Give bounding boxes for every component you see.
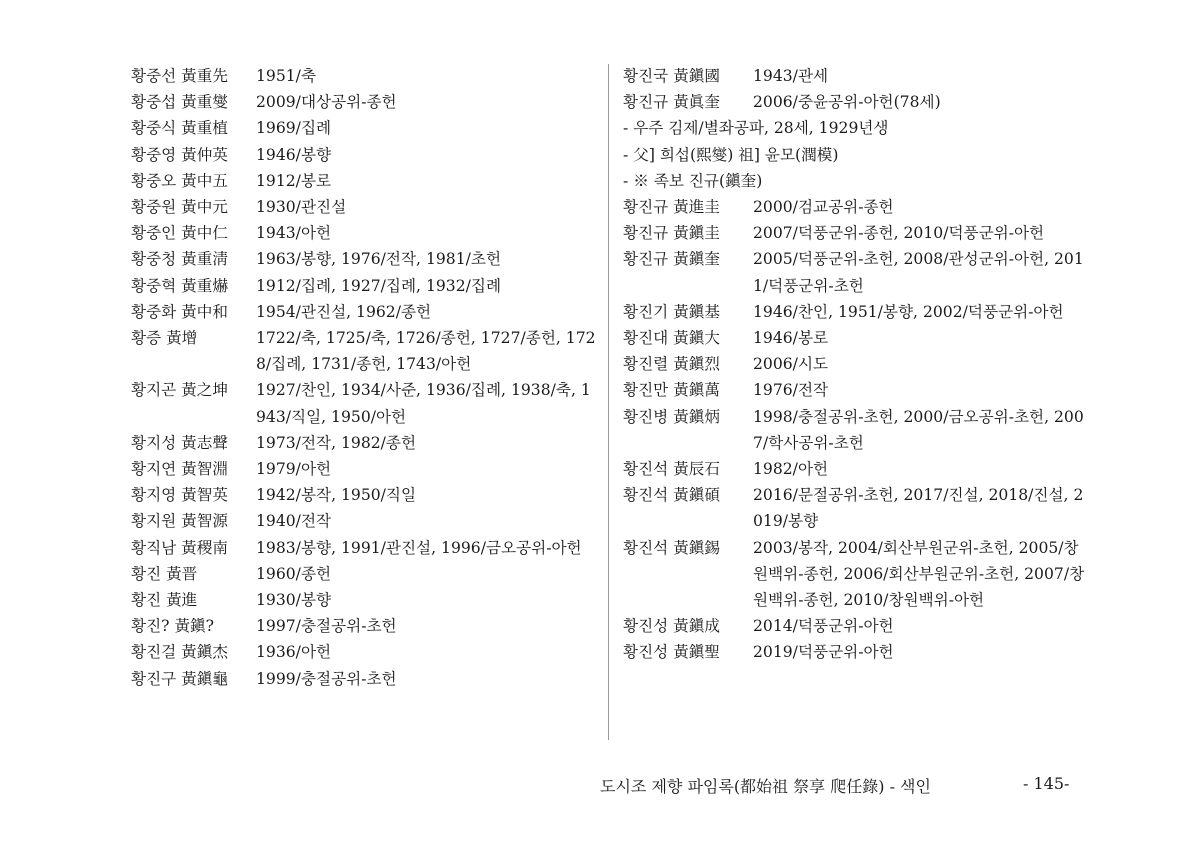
page-number: - 145- — [1023, 774, 1070, 793]
index-entry — [623, 613, 1091, 639]
entry-note: - 父] 희섭(熙燮) 祖] 윤모(潤模) — [623, 145, 839, 164]
index-entry — [623, 220, 1091, 246]
index-entry — [623, 351, 1091, 377]
entry-name: 황직남 黃稷南 — [131, 538, 228, 557]
index-entry — [131, 142, 597, 168]
entry-detail: 1969/집례 — [256, 119, 332, 138]
index-entry — [131, 89, 597, 115]
entry-detail: 1912/집례, 1927/집례, 1932/집례 — [256, 276, 502, 295]
entry-name: 황중섭 黃重燮 — [131, 93, 228, 112]
entry-name: 황중화 黃中和 — [131, 302, 228, 321]
entry-name: 황지연 黃智淵 — [131, 460, 228, 479]
entry-note: - 우주 김제/별좌공파, 28세, 1929년생 — [623, 119, 889, 138]
index-entry — [623, 404, 1091, 456]
entry-detail: 1983/봉향, 1991/관진설, 1996/금오공위-아헌 — [256, 538, 582, 557]
entry-name: 황진국 黃鎭國 — [623, 67, 720, 85]
index-entry — [131, 299, 597, 325]
entry-name: 황지원 黃智源 — [131, 512, 228, 531]
entry-name: 황진 黃晋 — [131, 564, 198, 583]
entry-detail: 1951/축 — [256, 67, 317, 85]
entry-name: 황진석 黃鎭錫 — [623, 538, 720, 557]
index-entry — [131, 325, 597, 377]
entry-detail: 2014/덕풍군위-아헌 — [753, 617, 894, 636]
index-entry — [131, 561, 597, 587]
entry-detail: 1930/봉향 — [256, 591, 332, 610]
entry-detail: 1943/아헌 — [256, 224, 332, 243]
entry-detail: 1943/관세 — [753, 67, 829, 85]
entry-name: 황진렬 黃鎭烈 — [623, 355, 720, 374]
index-entry — [131, 273, 597, 299]
entry-name: 황진규 黃進圭 — [623, 198, 720, 217]
entry-name: 황진만 黃鎭萬 — [623, 381, 720, 400]
index-entry — [623, 482, 1091, 534]
entry-detail: 1912/봉로 — [256, 171, 332, 190]
index-entry — [131, 115, 597, 141]
entry-name: 황진구 黃鎭龜 — [131, 669, 228, 688]
index-entry — [623, 194, 1091, 220]
entry-detail: 2003/봉작, 2004/회산부원군위-초헌, 2005/창원백위-종헌, 2006/회산부원군위-초헌, 2007/창원백위-종헌, 2010/창원백위-아헌 — [753, 538, 1085, 610]
entry-detail: 1973/전작, 1982/종헌 — [256, 433, 417, 452]
index-entry — [623, 299, 1091, 325]
index-entry — [131, 639, 597, 665]
entry-name: 황진기 黃鎭基 — [623, 302, 720, 321]
entry-detail: 2005/덕풍군위-초헌, 2008/관성군위-아헌, 2011/덕풍군위-초헌 — [753, 250, 1084, 295]
entry-name: 황중혁 黃重爀 — [131, 276, 228, 295]
index-entry — [131, 194, 597, 220]
index-entry — [623, 535, 1091, 614]
entry-detail: 2006/중윤공위-아헌(78세) — [753, 93, 941, 112]
index-entry — [131, 456, 597, 482]
entry-name: 황진규 黃鎭圭 — [623, 224, 720, 243]
index-entry — [131, 63, 597, 89]
entry-detail: 1936/아헌 — [256, 643, 332, 662]
right-column — [623, 63, 1091, 666]
entry-detail: 1946/봉향 — [256, 145, 332, 164]
entry-name: 황지영 黃智英 — [131, 486, 228, 505]
index-entry — [131, 430, 597, 456]
entry-detail: 1930/관진설 — [256, 198, 347, 217]
entry-name: 황진성 黃鎭成 — [623, 617, 720, 636]
entry-name: 황중식 黃重植 — [131, 119, 228, 138]
index-entry — [131, 220, 597, 246]
index-entry — [623, 456, 1091, 482]
entry-name: 황진대 黃鎭大 — [623, 329, 720, 348]
entry-name: 황중영 黃仲英 — [131, 145, 228, 164]
entry-detail: 2016/문절공위-초헌, 2017/진설, 2018/진설, 2019/봉향 — [753, 486, 1084, 531]
index-entry — [131, 666, 597, 692]
entry-name: 황진 黃進 — [131, 591, 198, 610]
entry-detail: 1946/찬인, 1951/봉향, 2002/덕풍군위-아헌 — [753, 302, 1064, 321]
index-entry — [131, 535, 597, 561]
entry-detail: 1998/충절공위-초헌, 2000/금오공위-초헌, 2007/학사공위-초헌 — [753, 407, 1084, 452]
entry-detail: 1963/봉향, 1976/전작, 1981/초헌 — [256, 250, 502, 269]
entry-detail: 1954/관진설, 1962/종헌 — [256, 302, 432, 321]
entry-detail: 1927/찬인, 1934/사준, 1936/집례, 1938/축, 1943/직일, 1950/아헌 — [256, 381, 591, 426]
index-entry — [623, 63, 1091, 89]
index-entry — [131, 508, 597, 534]
entry-name: 황중선 黃重先 — [131, 67, 228, 85]
entry-note: - ※ 족보 진규(鎭奎) — [623, 171, 763, 190]
entry-detail: 2006/시도 — [753, 355, 829, 374]
entry-name: 황진석 黃鎭碩 — [623, 486, 720, 505]
index-entry — [623, 377, 1091, 403]
entry-detail: 2000/검교공위-종헌 — [753, 198, 894, 217]
entry-detail: 1960/종헌 — [256, 564, 332, 583]
entry-detail: 2019/덕풍군위-아헌 — [753, 643, 894, 662]
index-entry — [623, 325, 1091, 351]
index-entry — [623, 639, 1091, 665]
entry-detail: 1997/충절공위-초헌 — [256, 617, 397, 636]
entry-name: 황진병 黃鎭炳 — [623, 407, 720, 426]
index-entry — [623, 89, 1091, 115]
entry-name: 황진? 黃鎭? — [131, 617, 214, 636]
entry-detail: 1946/봉로 — [753, 329, 829, 348]
entry-name: 황중청 黃重淸 — [131, 250, 228, 269]
entry-name: 황진규 黃眞奎 — [623, 93, 720, 112]
entry-name: 황중인 黃中仁 — [131, 224, 228, 243]
entry-detail: 2009/대상공위-종헌 — [256, 93, 397, 112]
column-divider — [608, 64, 609, 740]
entry-detail: 1942/봉작, 1950/직일 — [256, 486, 417, 505]
index-entry — [131, 587, 597, 613]
entry-name: 황증 黃增 — [131, 329, 198, 348]
entry-detail: 2007/덕풍군위-종헌, 2010/덕풍군위-아헌 — [753, 224, 1045, 243]
entry-name: 황진성 黃鎭聖 — [623, 643, 720, 662]
entry-name: 황진석 黃辰石 — [623, 460, 720, 479]
entry-name: 황지성 黃志聲 — [131, 433, 228, 452]
entry-detail: 1979/아헌 — [256, 460, 332, 479]
entry-detail: 1940/전작 — [256, 512, 332, 531]
index-entry — [131, 168, 597, 194]
entry-name: 황진걸 黃鎭杰 — [131, 643, 228, 662]
index-entry — [131, 613, 597, 639]
index-entry — [131, 482, 597, 508]
index-entry — [131, 377, 597, 429]
entry-name: 황지곤 黃之坤 — [131, 381, 228, 400]
entry-detail: 1722/축, 1725/축, 1726/종헌, 1727/종헌, 1728/집례, 1731/종헌, 1743/아헌 — [256, 329, 596, 374]
entry-name: 황중원 黃中元 — [131, 198, 228, 217]
entry-detail: 1999/충절공위-초헌 — [256, 669, 397, 688]
page-footer — [0, 774, 1200, 800]
index-entry — [131, 246, 597, 272]
footer-title: 도시조 제향 파임록(都始祖 祭享 爬任錄) - 색인 — [600, 777, 931, 796]
entry-name: 황진규 黃鎭奎 — [623, 250, 720, 269]
entry-detail: 1982/아헌 — [753, 460, 829, 479]
entry-detail: 1976/전작 — [753, 381, 829, 400]
entry-name: 황중오 黃中五 — [131, 171, 228, 190]
index-entry — [623, 246, 1091, 298]
left-column — [131, 63, 597, 692]
